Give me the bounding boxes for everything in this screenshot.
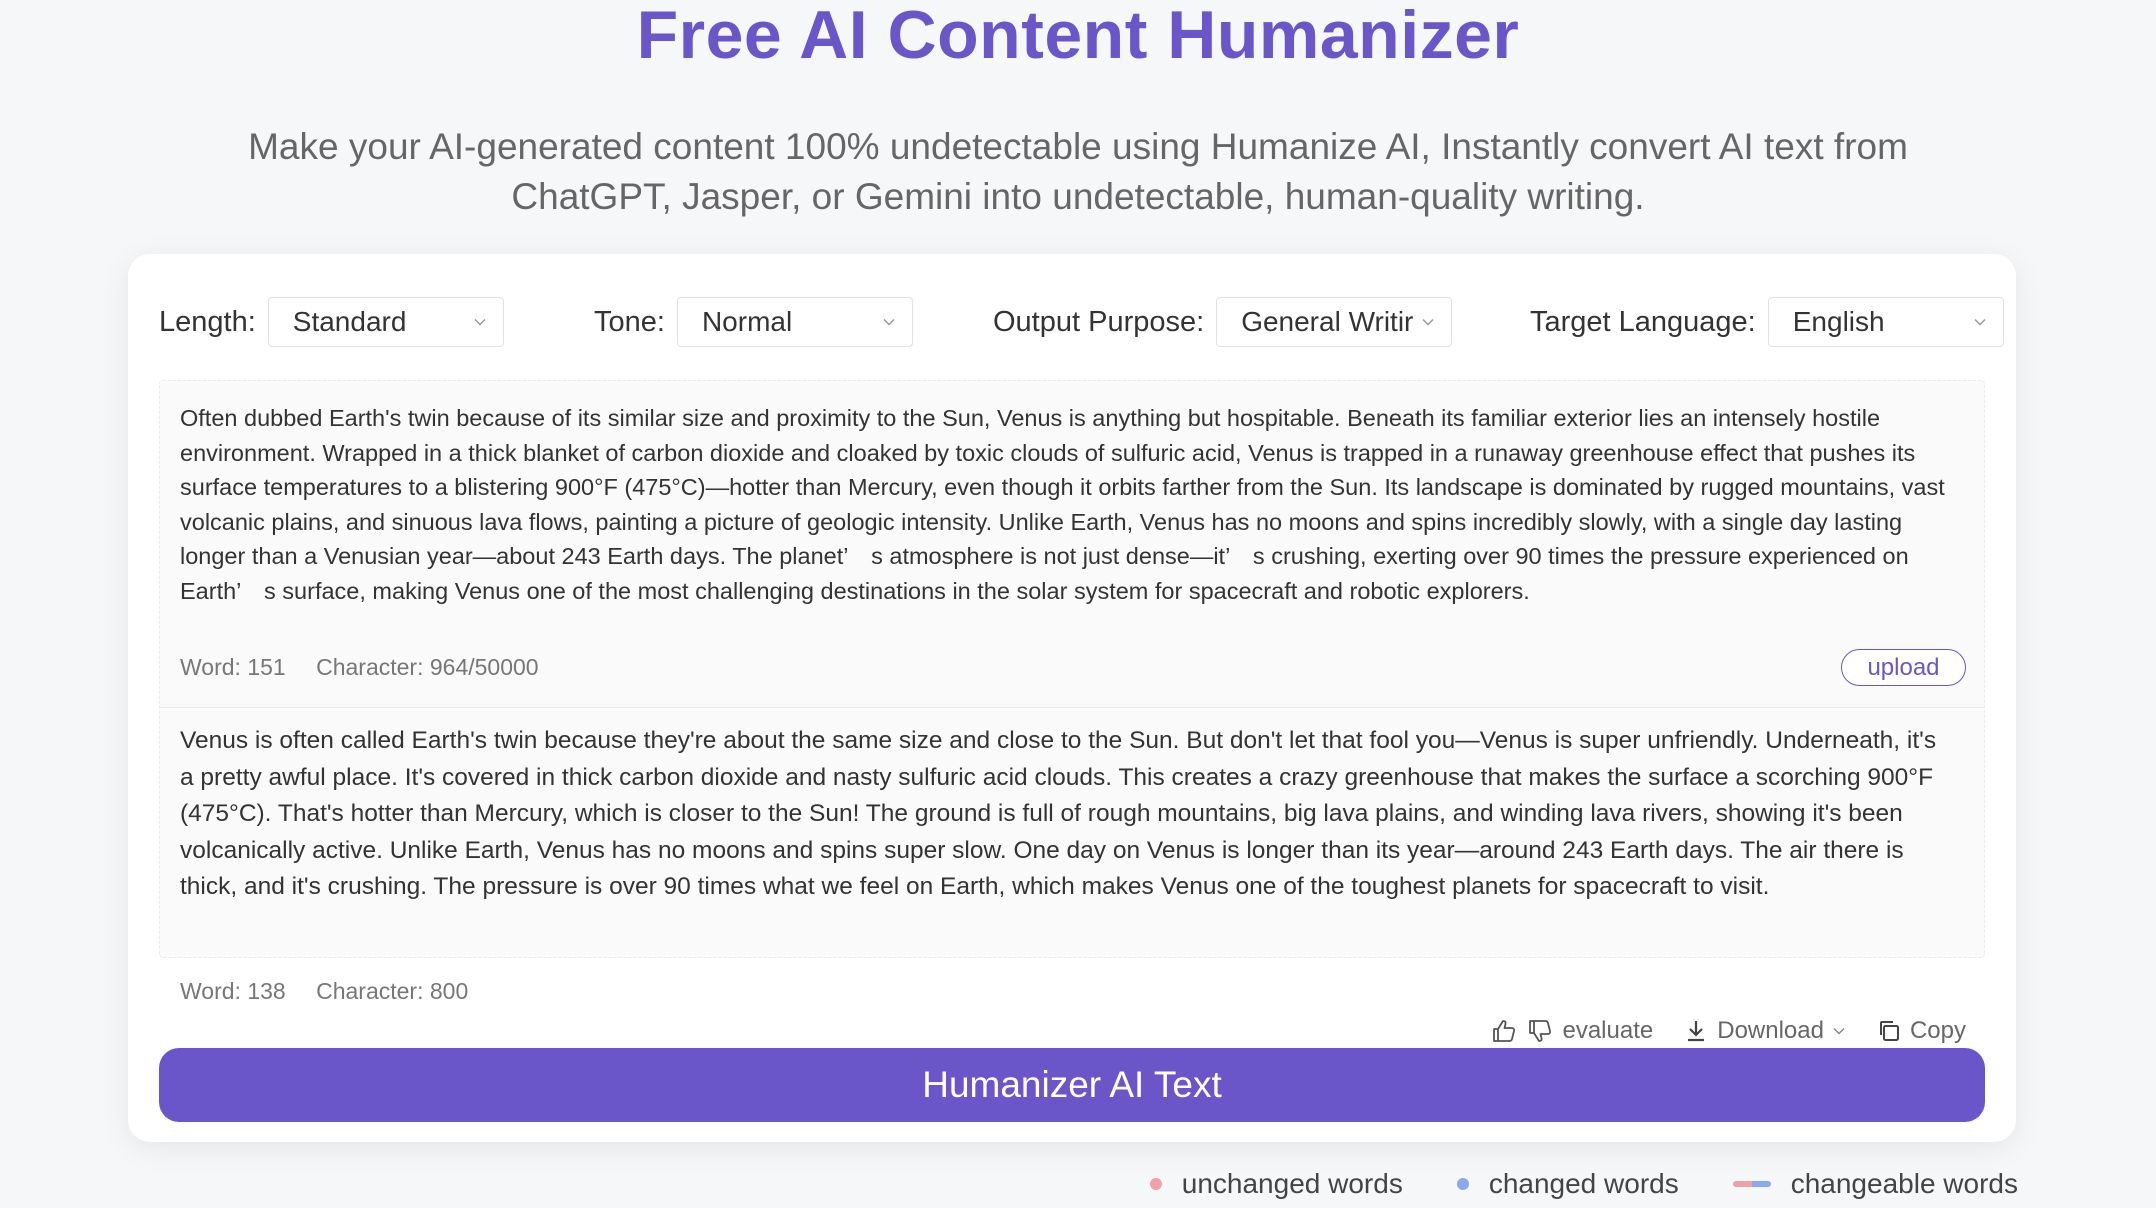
length-select[interactable] xyxy=(268,297,504,347)
target-language-select[interactable] xyxy=(1768,297,2004,347)
download-icon xyxy=(1683,1018,1709,1044)
thumbs-up-icon[interactable] xyxy=(1490,1017,1518,1045)
editor-panel xyxy=(159,380,1985,1044)
download-label: Download xyxy=(1717,1017,1824,1044)
color-legend xyxy=(1096,1168,2018,1200)
input-stats xyxy=(180,654,563,681)
humanizer-card xyxy=(128,254,2016,1142)
output-stats xyxy=(180,978,492,1005)
chevron-down-icon xyxy=(473,315,487,329)
length-control xyxy=(159,297,504,347)
chevron-down-icon xyxy=(1832,1024,1846,1038)
output-purpose-select[interactable] xyxy=(1216,297,1452,347)
options-bar xyxy=(159,297,1985,347)
input-word-count: Word: 151 xyxy=(180,654,286,680)
upload-button[interactable]: upload xyxy=(1841,649,1966,686)
legend-label-unchanged: unchanged words xyxy=(1181,1168,1403,1199)
tone-select[interactable] xyxy=(677,297,913,347)
output-word-count: Word: 138 xyxy=(180,978,286,1004)
target-language-label: Target Language: xyxy=(1530,305,1756,338)
tone-control xyxy=(594,297,913,347)
thumbs-down-icon[interactable] xyxy=(1526,1017,1554,1045)
input-char-count: Character: 964/50000 xyxy=(316,654,539,680)
source-text-area[interactable]: Often dubbed Earth's twin because of its similar size and proximity to the Sun, Venus is anything but hospitable. Beneath its familiar exterior lies an intensely hostile environment. Wrapped in a thick blanket of carbon dioxide and cloaked by toxic clouds of sulfuric acid, Venus is trapped in a runaway greenhouse effect that pushes its surface temperatures to a blistering 900°F (475°C)—hotter than Mercury, even though it orbits farther from the Sun. Its landscape is dominated by rugged mountains, vast volcanic plains, and sinuous lava flows, painting a picture of geologic intensity. Unlike Earth, Venus has no moons and spins incredibly slowly, with a single day lasting longer than a Venusian year—about 243 Earth days. The planet’ s atmosphere is not just dense—it’ s crushing, exerting over 90 times the pressure experienced on Earth’ s surface, making Venus one of the most challenging destinations in the solar system for spacecraft and robotic explorers. xyxy=(180,405,1945,604)
panel-divider xyxy=(160,707,1984,708)
evaluate-group xyxy=(1490,1017,1653,1045)
legend-label-changed: changed words xyxy=(1488,1168,1679,1199)
output-purpose-label: Output Purpose: xyxy=(993,305,1205,338)
copy-label: Copy xyxy=(1909,1017,1966,1044)
legend-label-changeable: changeable words xyxy=(1790,1168,2018,1199)
humanize-button[interactable]: Humanizer AI Text xyxy=(159,1048,1985,1122)
output-purpose-value: General Writir xyxy=(1241,306,1414,337)
page-title: Free AI Content Humanizer xyxy=(636,0,1520,73)
legend-dot-changed xyxy=(1457,1178,1469,1190)
tone-value: Normal xyxy=(701,306,793,337)
download-button[interactable] xyxy=(1683,1017,1846,1045)
legend-changed xyxy=(1457,1168,1679,1200)
output-purpose-control xyxy=(993,297,1452,347)
length-value: Standard xyxy=(292,306,407,337)
legend-bar-changeable xyxy=(1733,1181,1771,1187)
page-subtitle: Make your AI-generated content 100% undetectable using Humanize AI, Instantly convert AI text from ChatGPT, Jasper, or Gemini into undetectable, human-quality writing. xyxy=(248,126,1908,217)
chevron-down-icon xyxy=(1421,315,1435,329)
tone-label: Tone: xyxy=(594,305,665,338)
copy-icon xyxy=(1876,1018,1902,1044)
legend-dot-unchanged xyxy=(1150,1178,1162,1190)
evaluate-label[interactable]: evaluate xyxy=(1562,1017,1654,1044)
humanized-output-text: Venus is often called Earth's twin because they're about the same size and close to the Sun. But don't let that fool you—Venus is super unfriendly. Underneath, it's a pretty awful place. It's covered in thick carbon dioxide and nasty sulfuric acid clouds. This creates a crazy greenhouse that makes the surface a scorching 900°F (475°C). That's hotter than Mercury, which is closer to the Sun! The ground is full of rough mountains, big lava plains, and winding lava rivers, showing it's been volcanically active. Unlike Earth, Venus has no moons and spins super slow. One day on Venus is longer than its year—around 243 Earth days. The air there is thick, and it's crushing. The pressure is over 90 times what we feel on Earth, which makes Venus one of the toughest planets for spacecraft to visit. xyxy=(180,727,1937,900)
chevron-down-icon xyxy=(882,315,896,329)
copy-button[interactable] xyxy=(1876,1017,1966,1045)
length-label: Length: xyxy=(159,305,256,338)
target-language-control xyxy=(1530,297,2004,347)
target-language-value: English xyxy=(1792,306,1885,337)
legend-changeable xyxy=(1733,1168,2018,1200)
legend-unchanged xyxy=(1150,1168,1403,1200)
output-actions xyxy=(1460,1013,1966,1049)
output-char-count: Character: 800 xyxy=(316,978,469,1004)
chevron-down-icon xyxy=(1973,315,1987,329)
